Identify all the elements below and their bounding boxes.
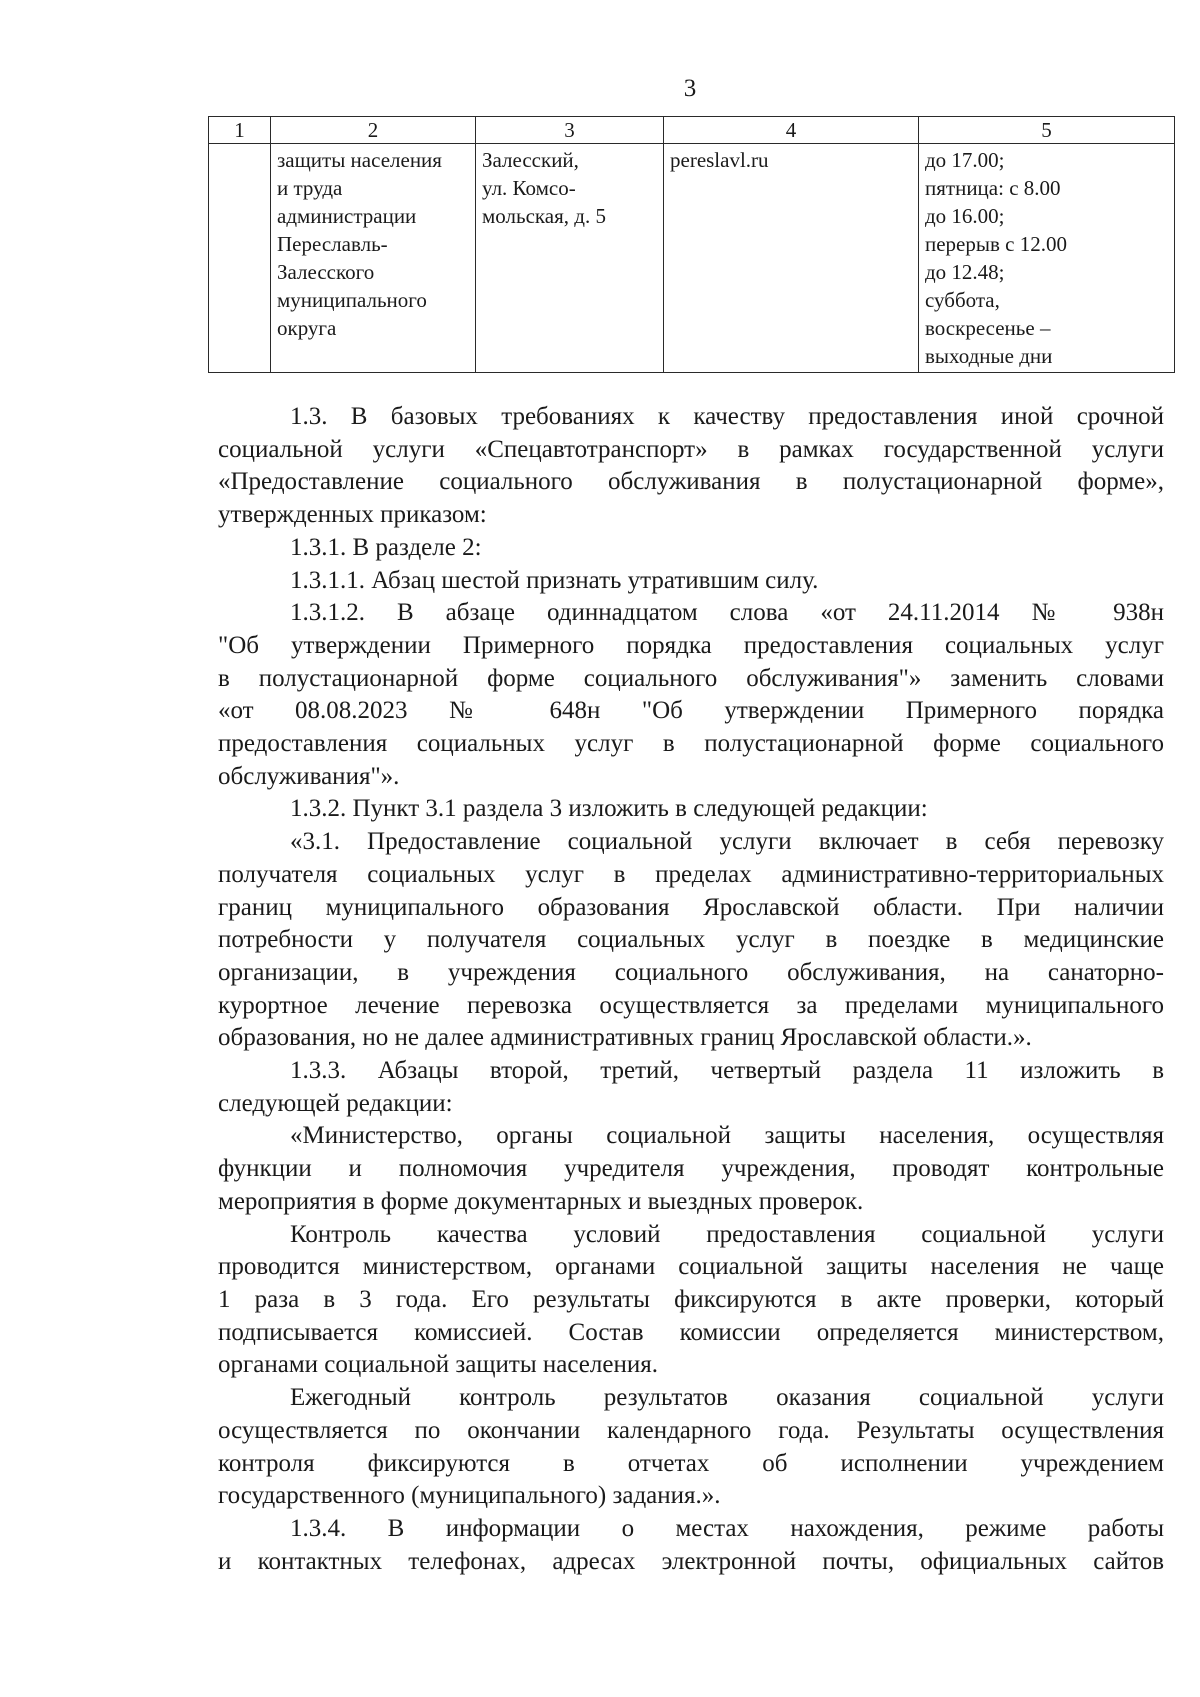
paragraph-line: проводится министерством, органами социальной защиты населения не чаще (218, 1253, 1164, 1281)
cell-schedule (919, 144, 1175, 373)
paragraph-line: получателя социальных услуг в пределах административно-территориальных (218, 860, 1164, 888)
paragraph-line: потребности у получателя социальных услуг в поездке в медицинские (218, 926, 1164, 954)
paragraph-line: утвержденных приказом: (218, 501, 487, 529)
paragraph-line: обслуживания"». (218, 762, 400, 790)
paragraph-line: границ муниципального образования Ярославской области. При наличии (218, 893, 1164, 921)
paragraph-line: предоставления социальных услуг в полустационарной форме социального (218, 730, 1164, 758)
cell-website (664, 144, 919, 373)
cell-line: пятница: с 8.00 (925, 176, 1061, 200)
table-header-cell: 5 (919, 117, 1175, 144)
table-header-cell: 3 (476, 117, 664, 144)
paragraph-line: государственного (муниципального) задания.». (218, 1482, 721, 1510)
table-row (209, 144, 1175, 373)
paragraph-line: 1.3.3. Абзацы второй, третий, четвертый раздела 11 изложить в (290, 1057, 1164, 1085)
table-header-cell: 1 (209, 117, 271, 144)
paragraph-line: мероприятия в форме документарных и выездных проверок. (218, 1187, 864, 1215)
cell-line: до 16.00; (925, 204, 1005, 228)
paragraph-line: осуществляется по окончании календарного года. Результаты осуществления (218, 1416, 1164, 1444)
paragraph-line: 1.3.1.2. В абзаце одиннадцатом слова «от 24.11.2014 № 938н (290, 599, 1164, 627)
table-header-row (209, 117, 1175, 144)
table-header-cell: 2 (271, 117, 476, 144)
cell-line: администрации (277, 204, 417, 228)
paragraph-line: функции и полномочия учредителя учреждения, проводят контрольные (218, 1155, 1164, 1183)
paragraph-line: контроля фиксируются в отчетах об исполнении учреждением (218, 1449, 1164, 1477)
paragraph-line: «Предоставление социального обслуживания в полустационарной форме», (218, 468, 1164, 496)
cell-line: суббота, (925, 288, 1000, 312)
paragraph-line: 1.3.4. В информации о местах нахождения, режиме работы (290, 1514, 1164, 1542)
paragraph-line: в полустационарной форме социального обслуживания"» заменить словами (218, 664, 1164, 692)
cell-line: ул. Комсо- (482, 176, 576, 200)
cell-line: воскресенье – (925, 316, 1051, 340)
paragraph-line: «3.1. Предоставление социальной услуги включает в себя перевозку (290, 828, 1164, 856)
cell-line: Переславль- (277, 232, 388, 256)
document-body (218, 401, 1164, 1578)
cell-line: перерыв с 12.00 (925, 232, 1067, 256)
page-number: 3 (683, 75, 697, 102)
paragraph-line: «от 08.08.2023 № 648н "Об утверждении Примерного порядка (218, 697, 1164, 725)
paragraph-line: 1.3.1.1. Абзац шестой признать утратившим силу. (290, 566, 819, 594)
cell-line: до 17.00; (925, 148, 1005, 172)
cell-address (476, 144, 664, 373)
paragraph-line: 1.3. В базовых требованиях к качеству предоставления иной срочной (290, 403, 1164, 430)
table-header-cell: 4 (664, 117, 919, 144)
paragraph-line: органами социальной защиты населения. (218, 1351, 658, 1379)
paragraph-line: Ежегодный контроль результатов оказания социальной услуги (290, 1384, 1164, 1412)
paragraph-line: 1.3.2. Пункт 3.1 раздела 3 изложить в следующей редакции: (290, 795, 928, 823)
paragraph-line: «Министерство, органы социальной защиты населения, осуществляя (290, 1122, 1164, 1150)
cell-line: мольская, д. 5 (482, 204, 606, 228)
cell-organization (271, 144, 476, 373)
cell-line: муниципального (277, 288, 427, 312)
paragraph-line: и контактных телефонах, адресах электронной почты, официальных сайтов (218, 1547, 1164, 1575)
paragraph-line: курортное лечение перевозка осуществляется за пределами муниципального (218, 991, 1164, 1019)
paragraph-line: организации, в учреждения социального обслуживания, на санаторно- (218, 958, 1164, 986)
paragraph-line: образования, но не далее административных границ Ярославской области.». (218, 1024, 1032, 1052)
cell-line: защиты населения (277, 148, 442, 172)
continued-table (208, 116, 1175, 373)
cell-line: выходные дни (925, 344, 1053, 368)
paragraph-line: 1 раза в 3 года. Его результаты фиксируются в акте проверки, который (218, 1285, 1164, 1313)
paragraph-line: социальной услуги «Спецавтотранспорт» в рамках государственной услуги (218, 435, 1164, 463)
paragraph-line: подписывается комиссией. Состав комиссии определяется министерством, (218, 1318, 1164, 1346)
paragraph-line: Контроль качества условий предоставления социальной услуги (290, 1220, 1164, 1248)
paragraph-line: "Об утверждении Примерного порядка предоставления социальных услуг (218, 631, 1164, 659)
cell-line: и труда (277, 176, 343, 200)
cell-line: до 12.48; (925, 260, 1005, 284)
cell-line: округа (277, 316, 337, 340)
cell-line: Залесский, (482, 148, 579, 172)
paragraph-line: 1.3.1. В разделе 2: (290, 533, 482, 561)
cell-line: Залесского (277, 260, 375, 284)
cell-line: pereslavl.ru (670, 148, 769, 172)
paragraph-line: следующей редакции: (218, 1089, 453, 1117)
cell-number (209, 144, 271, 373)
